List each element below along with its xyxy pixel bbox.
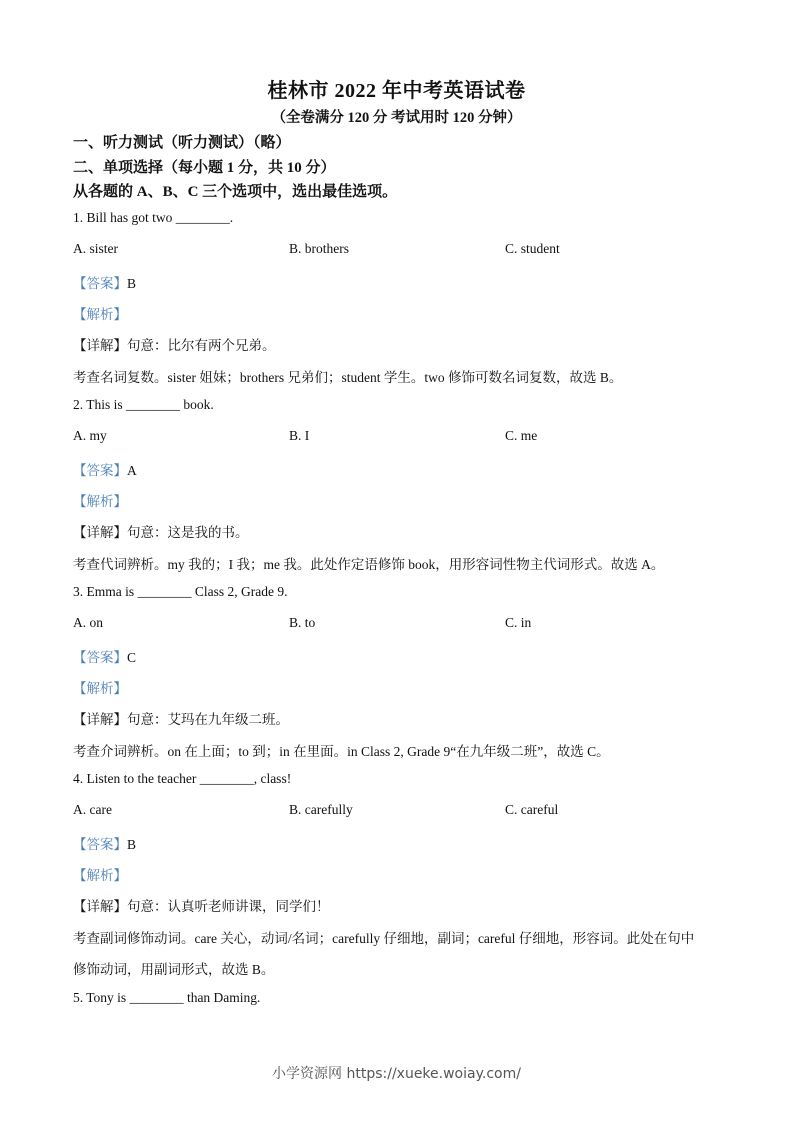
detail-line: 【详解】句意：这是我的书。 [73,525,249,540]
option-a: A. on [73,615,103,630]
detail-line: 【详解】句意：艾玛在九年级二班。 [73,712,289,727]
answer-label: 【答案】 [73,463,127,478]
page-title: 桂林市 2022 年中考英语试卷 [267,80,526,102]
option-b: B. carefully [289,802,353,817]
option-a: A. care [73,802,112,817]
explanation-line: 考查代词辨析。my 我的；I 我；me 我。此处作定语修饰 book，用形容词性物主代词形式。故选 A。 [73,557,665,572]
option-c: C. in [505,615,532,630]
analysis-label: 【解析】 [73,307,127,322]
explanation-line: 修饰动词，用副词形式，故选 B。 [73,962,275,977]
footer-watermark: 小学资源网 https://xueke.woiay.com/ [272,1066,521,1082]
analysis-label: 【解析】 [73,681,127,696]
explanation-line: 考查名词复数。sister 姐妹；brothers 兄弟们；student 学生。two 修饰可数名词复数，故选 B。 [73,370,623,385]
question-stem: 1. Bill has got two ________. [73,210,234,225]
answer-label: 【答案】 [73,276,127,291]
explanation-line: 考查副词修饰动词。care 关心，动词/名词；carefully 仔细地，副词；careful 仔细地，形容词。此处在句中 [73,931,695,946]
answer-line [73,272,136,292]
answer-label: 【答案】 [73,837,127,852]
option-b: B. to [289,615,316,630]
analysis-label: 【解析】 [73,868,127,883]
option-a: A. my [73,428,107,443]
question-stem: 2. This is ________ book. [73,397,214,412]
question-stem: 4. Listen to the teacher ________, class! [73,771,292,786]
page-subtitle: （全卷满分 120 分 考试用时 120 分钟） [271,110,522,126]
option-c: C. careful [505,802,559,817]
answer-line [73,646,136,666]
answer-value: A [127,463,137,478]
answer-label: 【答案】 [73,650,127,665]
answer-line [73,833,136,853]
option-c: C. me [505,428,538,443]
analysis-label: 【解析】 [73,494,127,509]
answer-value: B [127,276,137,291]
answer-value: C [127,650,137,665]
section-heading-listening: 一、听力测试（听力测试）（略） [73,135,291,151]
detail-line: 【详解】句意：认真听老师讲课，同学们！ [73,899,330,914]
option-b: B. I [289,428,310,443]
question-stem: 3. Emma is ________ Class 2, Grade 9. [73,584,288,599]
option-c: C. student [505,241,560,256]
answer-value: B [127,837,137,852]
explanation-line: 考查介词辨析。on 在上面；to 到；in 在里面。in Class 2, Grade 9“在九年级二班”，故选 C。 [73,744,610,759]
question-stem: 5. Tony is ________ than Daming. [73,990,261,1005]
detail-line: 【详解】句意：比尔有两个兄弟。 [73,338,276,353]
option-b: B. brothers [289,241,349,256]
option-a: A. sister [73,241,118,256]
section-instruction: 从各题的 A、B、C 三个选项中，选出最佳选项。 [73,184,398,200]
answer-line [73,459,137,479]
section-heading-choice: 二、单项选择（每小题 1 分，共 10 分） [73,160,336,176]
